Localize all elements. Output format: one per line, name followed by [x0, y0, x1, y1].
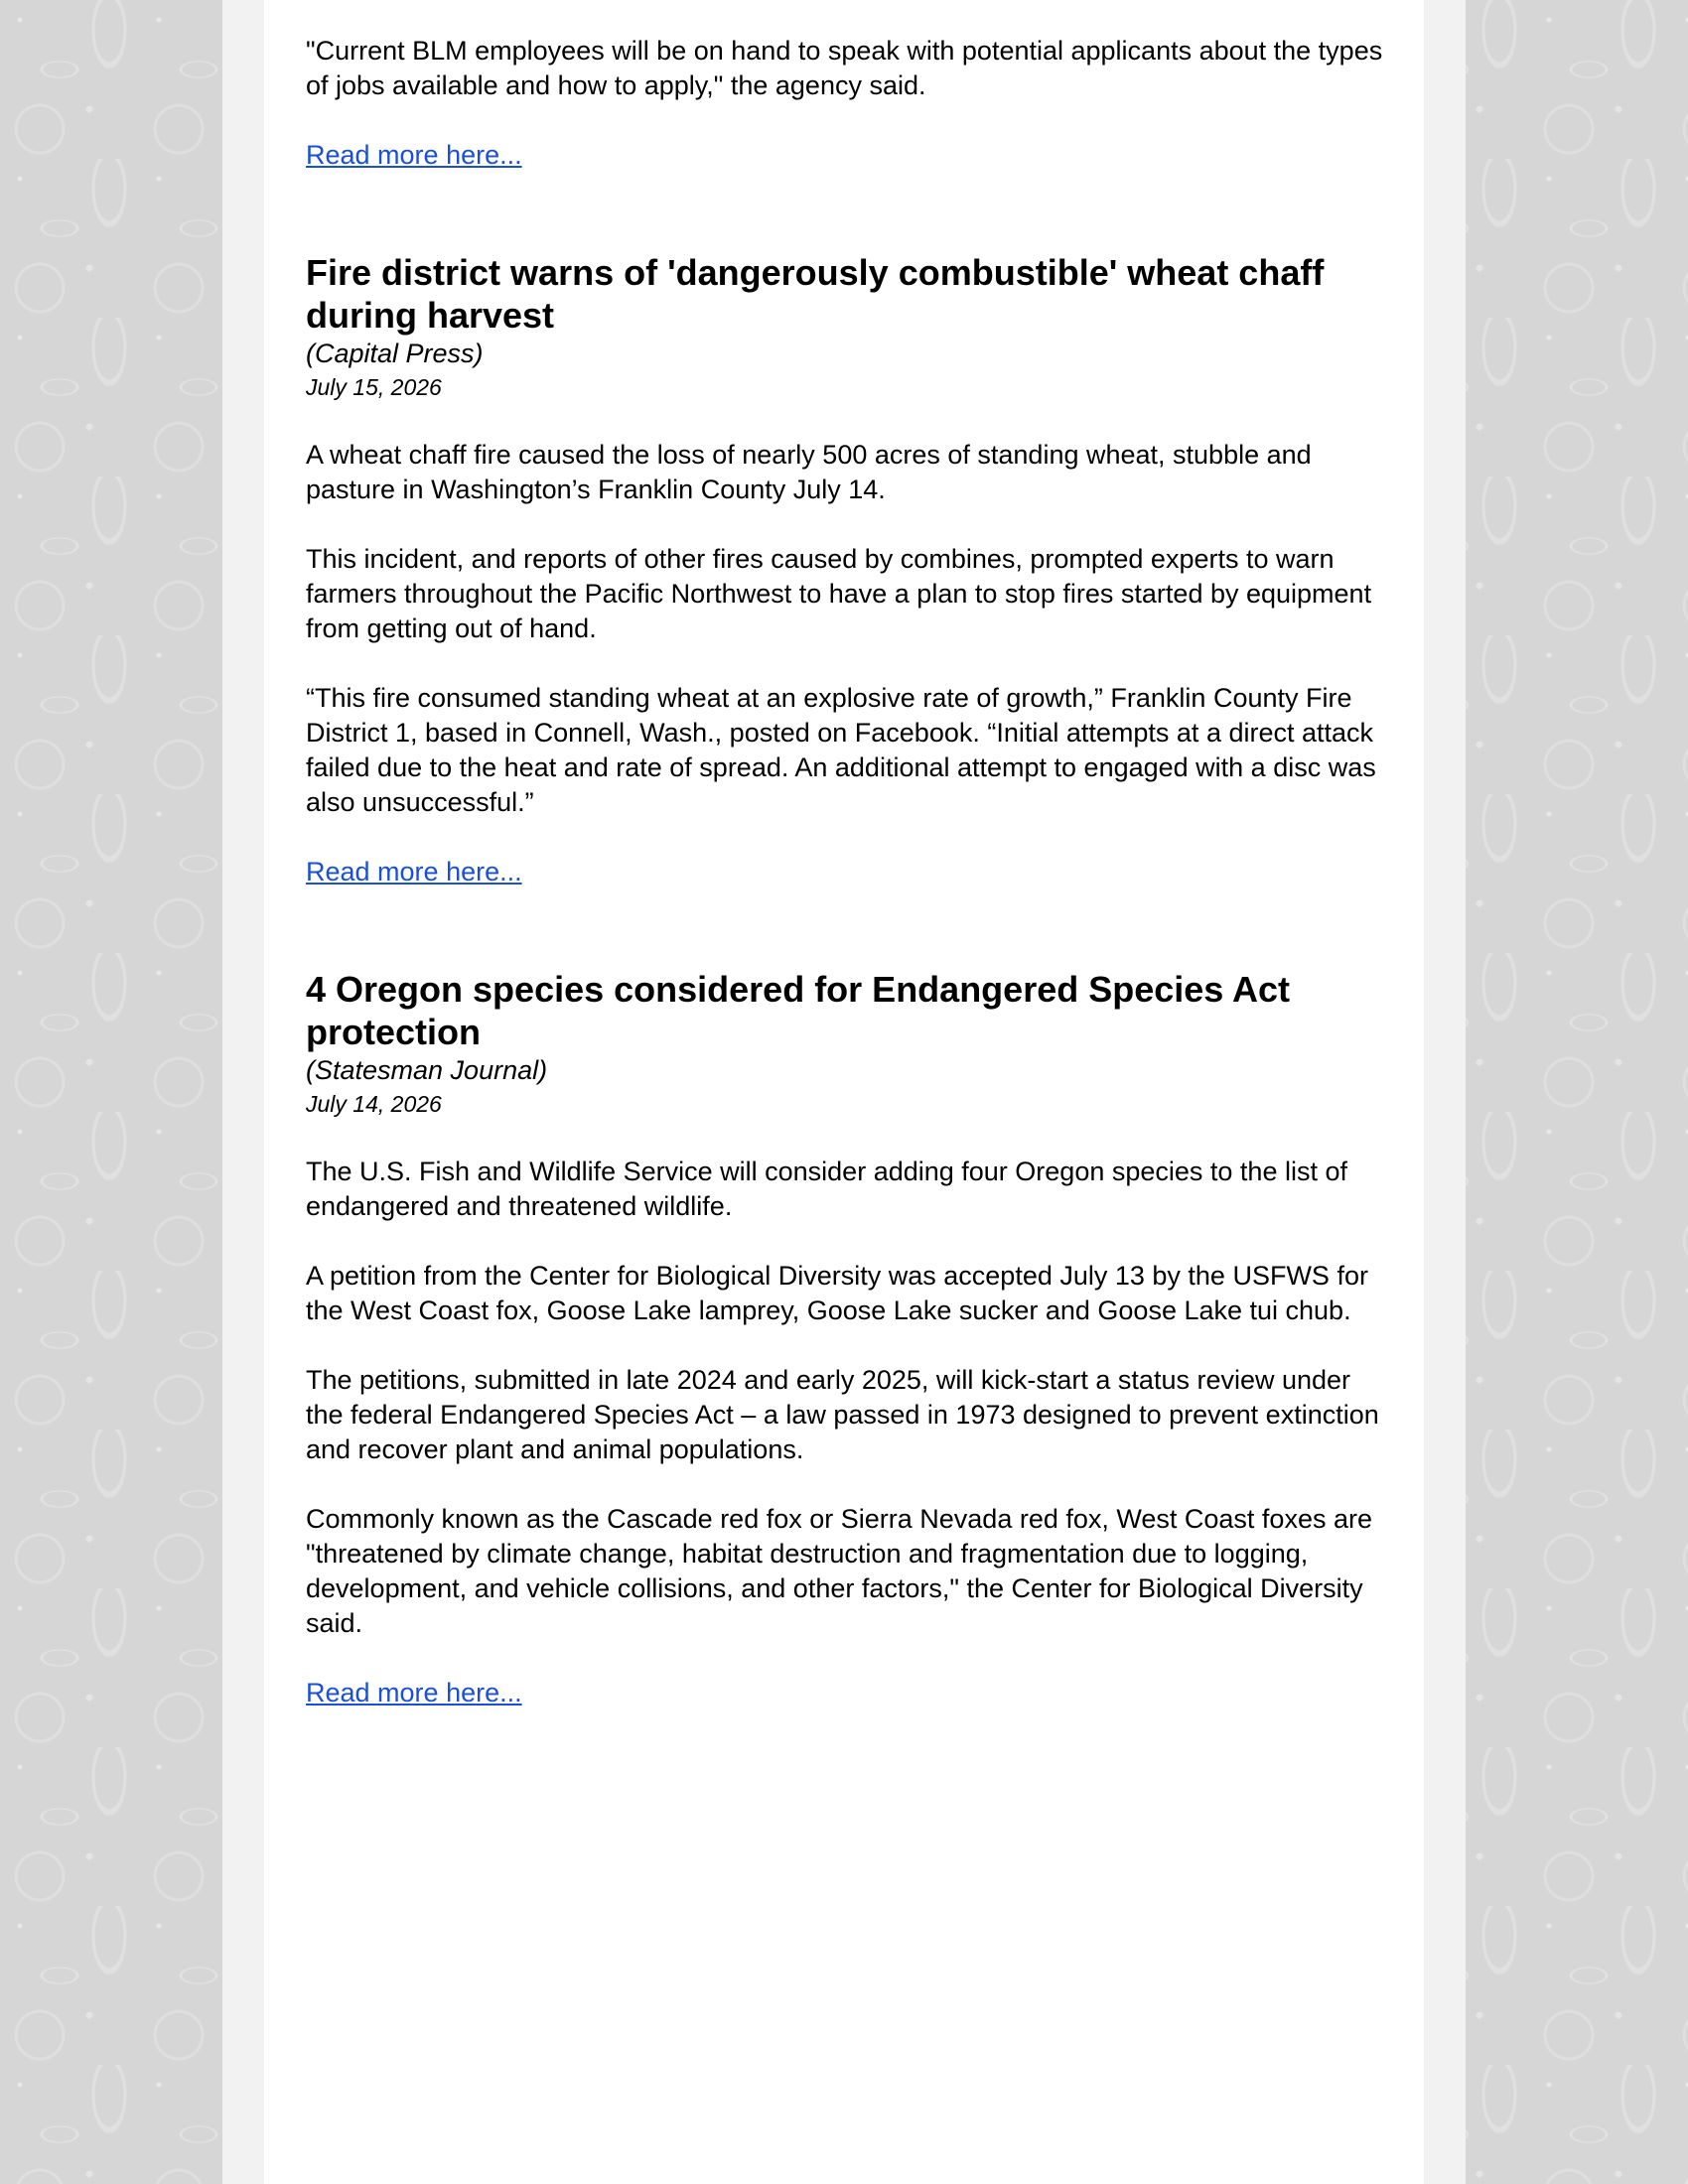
article-paragraph: A petition from the Center for Biological Diversity was accepted July 13 by the USFWS for the West Coast fox, Goose Lake lamprey, Goose Lake sucker and Goose Lake tui chub.	[306, 1261, 1368, 1325]
article-date: July 14, 2026	[306, 1091, 442, 1117]
intro-paragraph: "Current BLM employees will be on hand to speak with potential applicants about the types of jobs available and how to apply," the agency said.	[306, 36, 1383, 100]
article-oregon-species	[306, 968, 1388, 1710]
article-paragraph: “This fire consumed standing wheat at an explosive rate of growth,” Franklin County Fire District 1, based in Connell, Wash., posted on Facebook. “Initial attempts at a direct attack failed due to the heat and rate of spread. An additional attempt to engaged with a disc was also unsuccessful.”	[306, 683, 1376, 817]
article-wheat-chaff	[306, 251, 1388, 889]
intro-section	[306, 34, 1388, 173]
article-paragraph: This incident, and reports of other fires caused by combines, prompted experts to warn farmers throughout the Pacific Northwest to have a plan to stop fires started by equipment from getting out of hand.	[306, 544, 1372, 643]
article-title: Fire district warns of 'dangerously combustible' wheat chaff during harvest	[306, 252, 1325, 336]
article-source: (Capital Press)	[306, 339, 484, 368]
newsletter-body	[264, 0, 1424, 2184]
read-more-link[interactable]: Read more here...	[306, 1678, 522, 1707]
article-paragraph: A wheat chaff fire caused the loss of nearly 500 acres of standing wheat, stubble and pasture in Washington’s Franklin County July 14.	[306, 440, 1312, 504]
newsletter-inner	[306, 34, 1388, 1710]
article-title: 4 Oregon species considered for Endangered Species Act protection	[306, 969, 1290, 1052]
article-paragraph: The U.S. Fish and Wildlife Service will consider adding four Oregon species to the list of endangered and threatened wildlife.	[306, 1157, 1347, 1221]
article-paragraph: Commonly known as the Cascade red fox or Sierra Nevada red fox, West Coast foxes are "threatened by climate change, habitat destruction and fragmentation due to logging, development, and vehicle collisions, and other factors," the Center for Biological Diversity said.	[306, 1504, 1372, 1638]
article-date: July 15, 2026	[306, 374, 442, 400]
article-source: (Statesman Journal)	[306, 1055, 548, 1085]
read-more-link[interactable]: Read more here...	[306, 140, 522, 170]
read-more-link[interactable]: Read more here...	[306, 857, 522, 887]
article-paragraph: The petitions, submitted in late 2024 and early 2025, will kick-start a status review under the federal Endangered Species Act – a law passed in 1973 designed to prevent extinction and recover plant and animal populations.	[306, 1365, 1379, 1464]
